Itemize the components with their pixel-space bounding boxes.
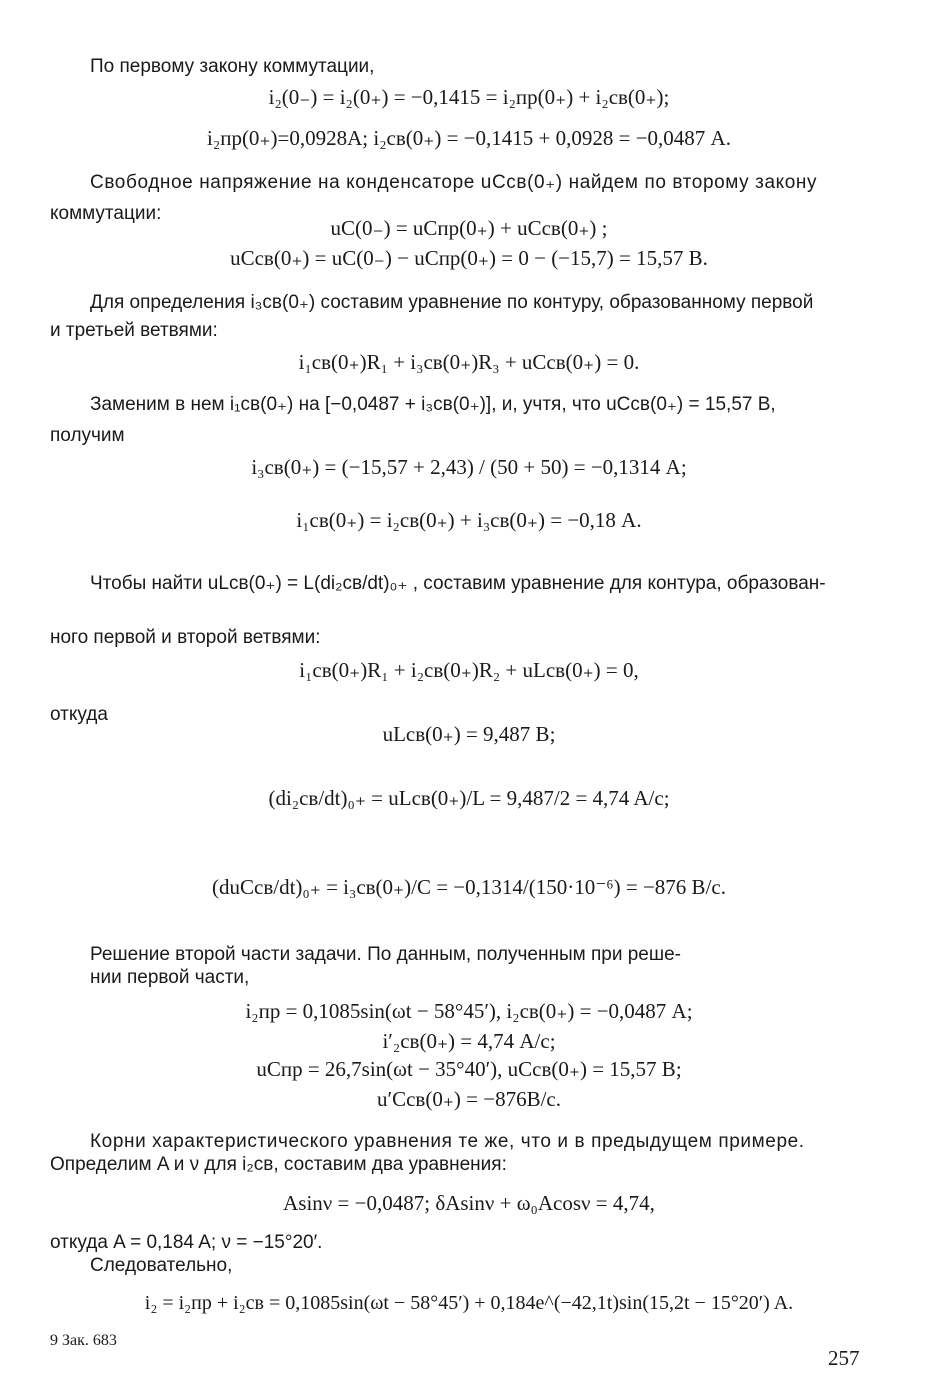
equation: i₁св(0₊) = i₂св(0₊) + i₃св(0₊) = −0,18 A. <box>296 508 642 532</box>
paragraph-line: Свободное напряжение на конденсаторе uCсв(0₊) найдем по второму закону <box>90 172 818 193</box>
equation: uC(0₋) = uCпр(0₊) + uCсв(0₊) ; <box>330 216 608 240</box>
paragraph-line: и третьей ветвями: <box>50 320 218 341</box>
equation: i₃св(0₊) = (−15,57 + 2,43) / (50 + 50) = −0,1314 A; <box>251 455 687 479</box>
equation: uLсв(0₊) = 9,487 B; <box>382 722 556 746</box>
equation: i₂пр = 0,1085sin(ωt − 58°45′), i₂св(0₊) = −0,0487 A; <box>245 999 693 1023</box>
equation: i₁св(0₊)R₁ + i₃св(0₊)R₃ + uCсв(0₊) = 0. <box>298 350 640 374</box>
equation: i₂(0₋) = i₂(0₊) = −0,1415 = i₂пр(0₊) + i₂св(0₊); <box>268 85 670 109</box>
paragraph-line: откуда A = 0,184 A; ν = −15°20′. <box>50 1232 323 1253</box>
paragraph-line: откуда <box>50 704 108 725</box>
equation: i′₂св(0₊) = 4,74 A/c; <box>382 1029 556 1053</box>
paragraph-line: Для определения i₃св(0₊) составим уравнение по контуру, образованному первой <box>90 292 814 313</box>
equation: Asinν = −0,0487; δAsinν + ω₀Acosν = 4,74, <box>283 1191 655 1215</box>
equation: i₁св(0₊)R₁ + i₂св(0₊)R₂ + uLсв(0₊) = 0, <box>299 658 639 682</box>
paragraph-line: коммутации: <box>50 203 162 224</box>
paragraph-line: Чтобы найти uLсв(0₊) = L(di₂св/dt)₀₊ , составим уравнение для контура, образован- <box>90 573 826 594</box>
equation: i₂ = i₂пр + i₂св = 0,1085sin(ωt − 58°45′) + 0,184e^(−42,1t)sin(15,2t − 15°20′) A. <box>144 1292 794 1314</box>
paragraph-line: получим <box>50 425 125 446</box>
equation: u′Cсв(0₊) = −876B/c. <box>376 1087 561 1111</box>
page-number: 257 <box>828 1346 860 1370</box>
paragraph-line: Заменим в нем i₁св(0₊) на [−0,0487 + i₃св(0₊)], и, учтя, что uCсв(0₊) = 15,57 B, <box>90 394 776 415</box>
paragraph-line: Решение второй части задачи. По данным, полученным при реше- <box>90 944 681 965</box>
equation: uCпр = 26,7sin(ωt − 35°40′), uCсв(0₊) = 15,57 B; <box>256 1057 682 1081</box>
paragraph-line: Определим A и ν для i₂св, составим два уравнения: <box>50 1154 507 1175</box>
equation: (duCсв/dt)₀₊ = i₃св(0₊)/C = −0,1314/(150·10⁻⁶) = −876 B/c. <box>212 875 726 899</box>
paragraph-line: нии первой части, <box>90 967 250 988</box>
equation: i₂пр(0₊)=0,0928A; i₂св(0₊) = −0,1415 + 0,0928 = −0,0487 A. <box>207 126 731 150</box>
paragraph-line: Следовательно, <box>90 1255 233 1276</box>
paragraph-line: Корни характеристического уравнения те же, что и в предыдущем примере. <box>90 1131 805 1152</box>
equation: (di₂св/dt)₀₊ = uLсв(0₊)/L = 9,487/2 = 4,74 A/c; <box>268 786 670 810</box>
paragraph-line: ного первой и второй ветвями: <box>50 627 321 648</box>
equation: uCсв(0₊) = uC(0₋) − uCпр(0₊) = 0 − (−15,7) = 15,57 B. <box>230 246 708 270</box>
paragraph-line: По первому закону коммутации, <box>90 56 375 77</box>
printer-signature: 9 Зак. 683 <box>50 1332 117 1349</box>
